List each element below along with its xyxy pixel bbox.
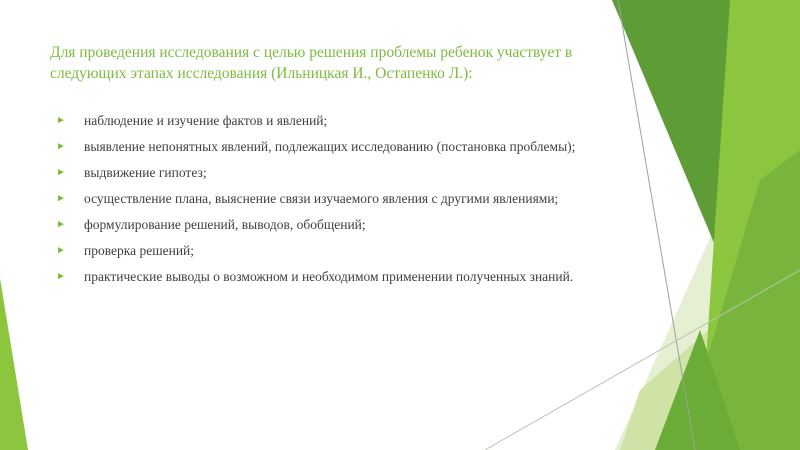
bullet-item [56, 216, 616, 234]
slide-title: Для проведения исследования с целью решения проблемы ребенок участвует в следующих этапах исследования (Ильницкая И., Остапенко Л.): [50, 44, 573, 82]
bullet-item [56, 268, 616, 286]
bullet-marker-icon: ► [56, 219, 66, 230]
bullet-marker-icon: ► [56, 167, 66, 178]
bullet-item [56, 242, 616, 260]
bullet-text: выявление непонятных явлений, подлежащих исследованию (постановка проблемы); [84, 139, 576, 154]
bullet-marker-icon: ► [56, 271, 66, 282]
bullet-marker-icon: ► [56, 141, 66, 152]
bullet-item [56, 164, 616, 182]
bullet-text: формулирование решений, выводов, обобщений; [84, 217, 366, 232]
bullet-text: выдвижение гипотез; [84, 165, 207, 180]
bullet-item [56, 138, 616, 156]
bullet-text: проверка решений; [84, 243, 195, 258]
bullet-text: наблюдение и изучение фактов и явлений; [84, 113, 328, 128]
bullet-item [56, 190, 616, 208]
bullet-text: практические выводы о возможном и необходимом применении полученных знаний. [84, 269, 574, 284]
bullet-text: осуществление плана, выяснение связи изучаемого явления с другими явлениями; [84, 191, 559, 206]
bullet-marker-icon: ► [56, 245, 66, 256]
bullet-marker-icon: ► [56, 115, 66, 126]
bullet-item [56, 112, 616, 130]
bullet-list [56, 112, 616, 294]
left-edge-shape [0, 278, 28, 450]
bullet-marker-icon: ► [56, 193, 66, 204]
